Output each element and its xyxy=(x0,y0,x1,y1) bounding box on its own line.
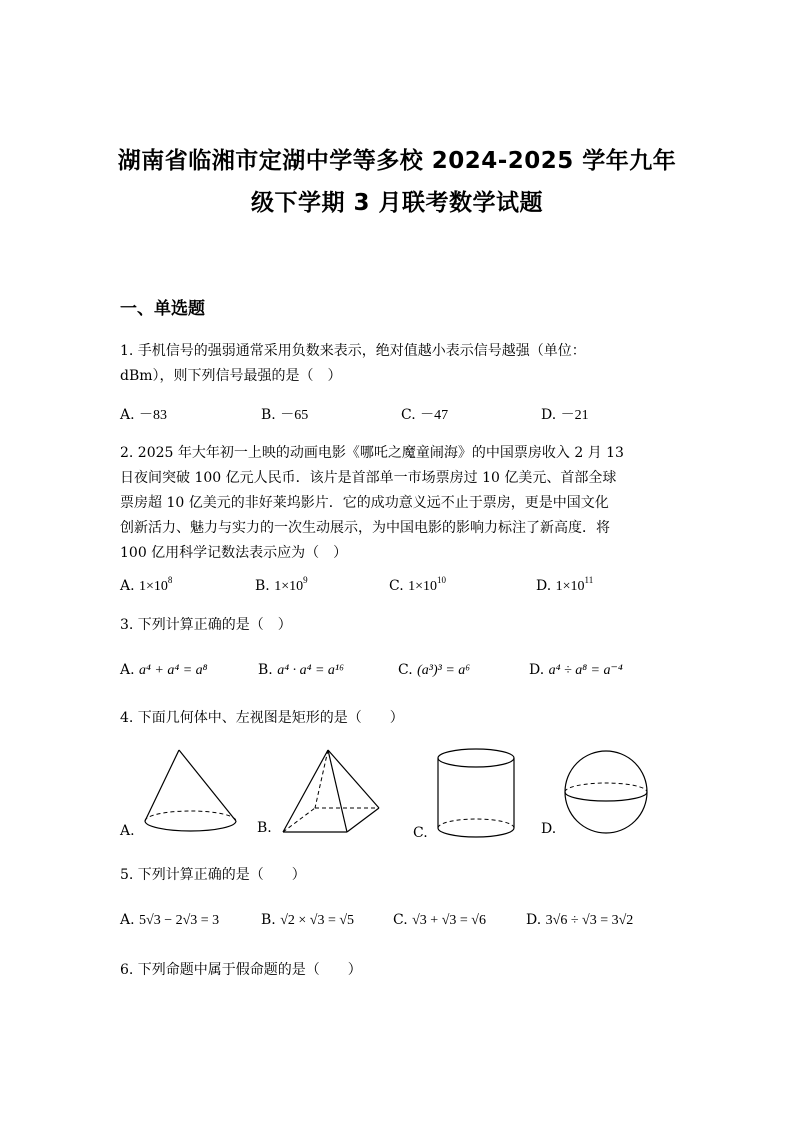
q4-option-a-label: A. xyxy=(120,823,135,839)
question-2-line1: 2. 2025 年大年初一上映的动画电影《哪吒之魔童闹海》的中国票房收入 2 月 13 xyxy=(120,445,624,461)
q5-option-b: B. √2 × √3 = √5 xyxy=(261,912,355,928)
question-1-line1: 1. 手机信号的强弱通常采用负数来表示，绝对值越小表示信号越强（单位： xyxy=(120,343,586,359)
q5-option-a: A. 5√3 − 2√3 = 3 xyxy=(120,912,220,928)
question-2-line3: 票房超 10 亿美元的非好莱坞影片．它的成功意义远不止于票房，更是中国文化 xyxy=(120,495,609,511)
q3-option-d: D. a⁴ ÷ a⁸ = a⁻⁴ xyxy=(529,662,623,678)
q1-option-a: A. －83 xyxy=(120,407,168,423)
q2-option-a: A. $1\times 10^8$ xyxy=(120,575,173,594)
page-title-line1: 湖南省临湘市定湖中学等多校 2024-2025 学年九年 xyxy=(117,148,677,174)
question-4-stem: 4. 下面几何体中、左视图是矩形的是（ ） xyxy=(120,710,404,726)
question-3-stem: 3. 下列计算正确的是（ ） xyxy=(120,617,292,633)
question-5-stem: 5. 下列计算正确的是（ ） xyxy=(120,867,306,883)
q2-option-d: D. $1\times 10^{11}$ xyxy=(536,575,594,594)
q4-option-b-label: B. xyxy=(257,820,272,836)
question-2-line4: 创新活力、魅力与实力的一次生动展示，为中国电影的影响力标注了新高度．将 xyxy=(120,520,610,536)
q3-option-c: C. (a³)³ = a⁶ xyxy=(398,662,471,678)
q1-option-c: C. －47 xyxy=(401,407,449,423)
cone-figure xyxy=(138,746,243,841)
q3-option-a: A. a⁴ + a⁴ = a⁸ xyxy=(120,662,208,678)
q5-option-c: C. √3 + √3 = √6 xyxy=(393,912,486,928)
pyramid-figure xyxy=(278,746,386,838)
q5-option-d: D. 3√6 ÷ √3 = 3√2 xyxy=(526,912,634,928)
q3-option-b: B. a⁴ · a⁴ = a¹⁶ xyxy=(258,662,344,678)
sphere-figure xyxy=(562,748,652,838)
q4-option-c-label: C. xyxy=(413,825,428,841)
question-6-stem: 6. 下列命题中属于假命题的是（ ） xyxy=(120,962,362,978)
question-1-line2: dBm），则下列信号最强的是（ ） xyxy=(120,368,342,384)
section-heading: 一、单选题 xyxy=(120,299,205,319)
page-title-line2: 级下学期 3 月联考数学试题 xyxy=(250,190,544,216)
q1-option-d: D. －21 xyxy=(541,407,589,423)
cylinder-figure xyxy=(433,746,521,842)
q2-option-b: B. $1\times 10^9$ xyxy=(255,575,308,594)
q1-option-b: B. －65 xyxy=(261,407,309,423)
question-2-line5: 100 亿用科学记数法表示应为（ ） xyxy=(120,545,348,561)
question-2-line2: 日夜间突破 100 亿元人民币．该片是首部单一市场票房过 10 亿美元、首部全球 xyxy=(120,470,617,486)
q4-option-d-label: D. xyxy=(541,821,557,837)
q2-option-c: C. $1\times 10^{10}$ xyxy=(389,575,447,594)
